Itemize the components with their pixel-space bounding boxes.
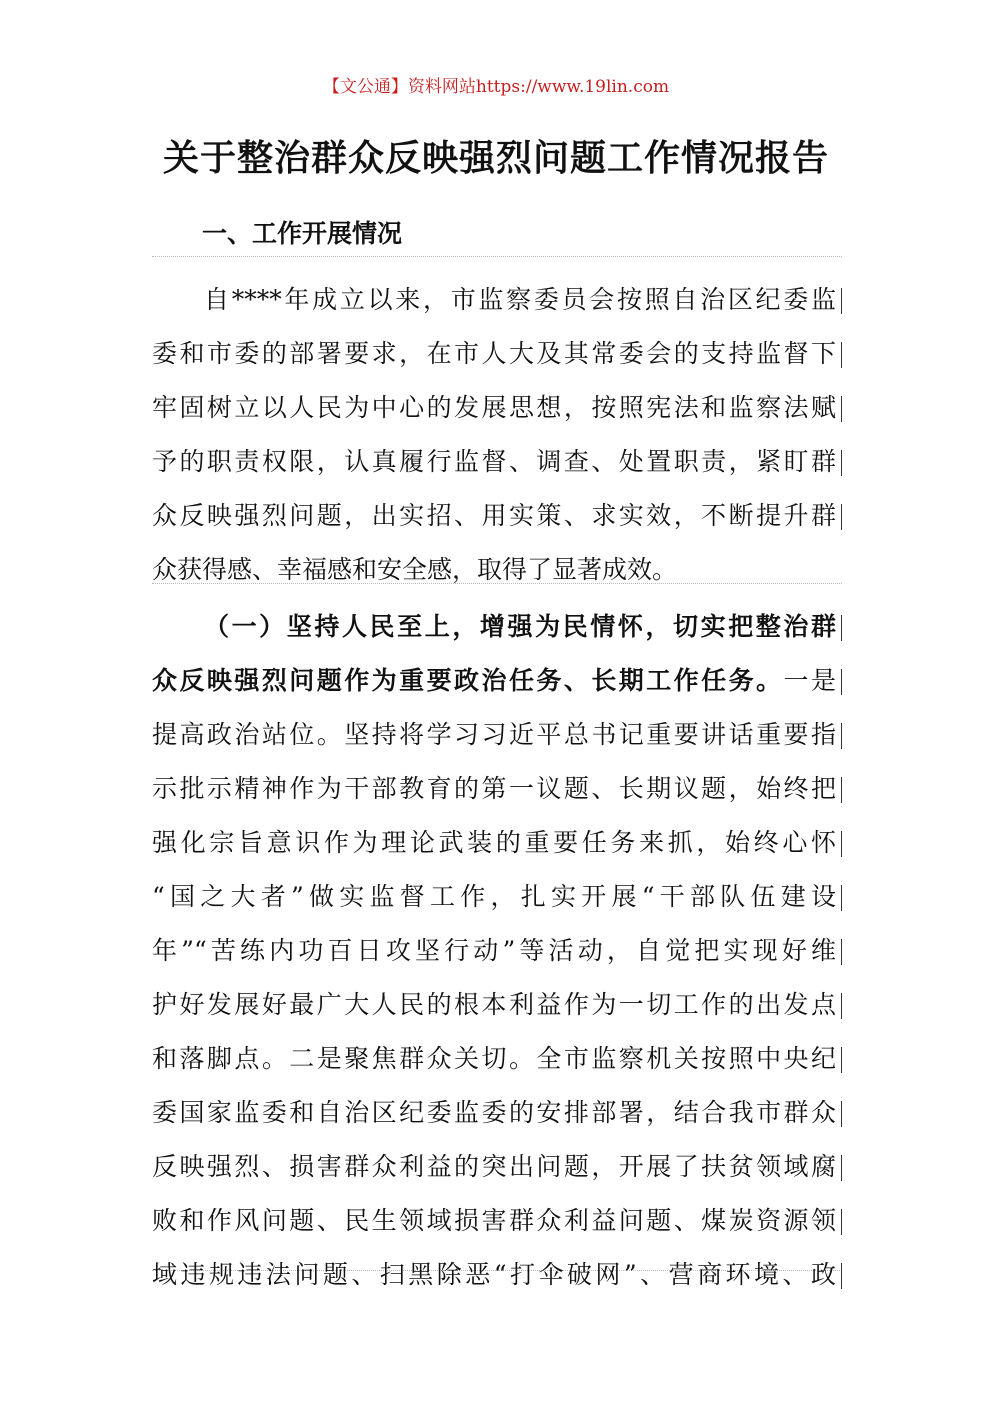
paragraph-line: 败和作风问题、民生领域损害群众利益问题、煤炭资源领 <box>152 1194 842 1248</box>
document-title: 关于整治群众反映强烈问题工作情况报告 <box>162 137 829 179</box>
paragraph-line: 域违规违法问题、扫黑除恶“打伞破网”、营商环境、政 <box>152 1248 842 1302</box>
paragraph-line: 提高政治站位。坚持将学习习近平总书记重要讲话重要指 <box>152 708 842 762</box>
paragraph-line: 牢固树立以人民为中心的发展思想，按照宪法和监察法赋 <box>152 381 842 435</box>
subsection-heading-line: 众反映强烈问题作为重要政治任务、长期工作任务。一是 <box>152 654 842 708</box>
paragraph-line: 委国家监委和自治区纪委监委的安排部署，结合我市群众 <box>152 1086 842 1140</box>
paragraph-line: 众反映强烈问题，出实招、用实策、求实效，不断提升群 <box>152 489 842 543</box>
paragraph-line: 委和市委的部署要求，在市人大及其常委会的支持监督下 <box>152 327 842 381</box>
paragraph-line: 众获得感、幸福感和安全感，取得了显著成效。 <box>152 555 678 584</box>
paragraph-2 <box>152 583 842 1289</box>
paragraph-line: 护好发展好最广大人民的根本利益作为一切工作的出发点 <box>152 978 842 1032</box>
paragraph-1 <box>152 256 842 583</box>
watermark-header: 【文公通】资料网站https://www.19lin.com <box>322 77 670 97</box>
subsection-heading-line: （一）坚持人民至上，增强为民情怀，切实把整治群 <box>152 600 842 654</box>
paragraph-line: “国之大者”做实监督工作，扎实开展“干部队伍建设 <box>152 870 842 924</box>
paragraph-line: 年”“苦练内功百日攻坚行动”等活动，自觉把实现好维 <box>152 924 842 978</box>
paragraph-line: 强化宗旨意识作为理论武装的重要任务来抓，始终心怀 <box>152 816 842 870</box>
paragraph-line: 反映强烈、损害群众利益的突出问题，开展了扶贫领域腐 <box>152 1140 842 1194</box>
section-heading: 一、工作开展情况 <box>202 219 403 248</box>
paragraph-line: 予的职责权限，认真履行监督、调查、处置职责，紧盯群 <box>152 435 842 489</box>
paragraph-line: 自****年成立以来，市监察委员会按照自治区纪委监 <box>152 273 842 327</box>
paragraph-line: 和落脚点。二是聚焦群众关切。全市监察机关按照中央纪 <box>152 1032 842 1086</box>
paragraph-line: 示批示精神作为干部教育的第一议题、长期议题，始终把 <box>152 762 842 816</box>
